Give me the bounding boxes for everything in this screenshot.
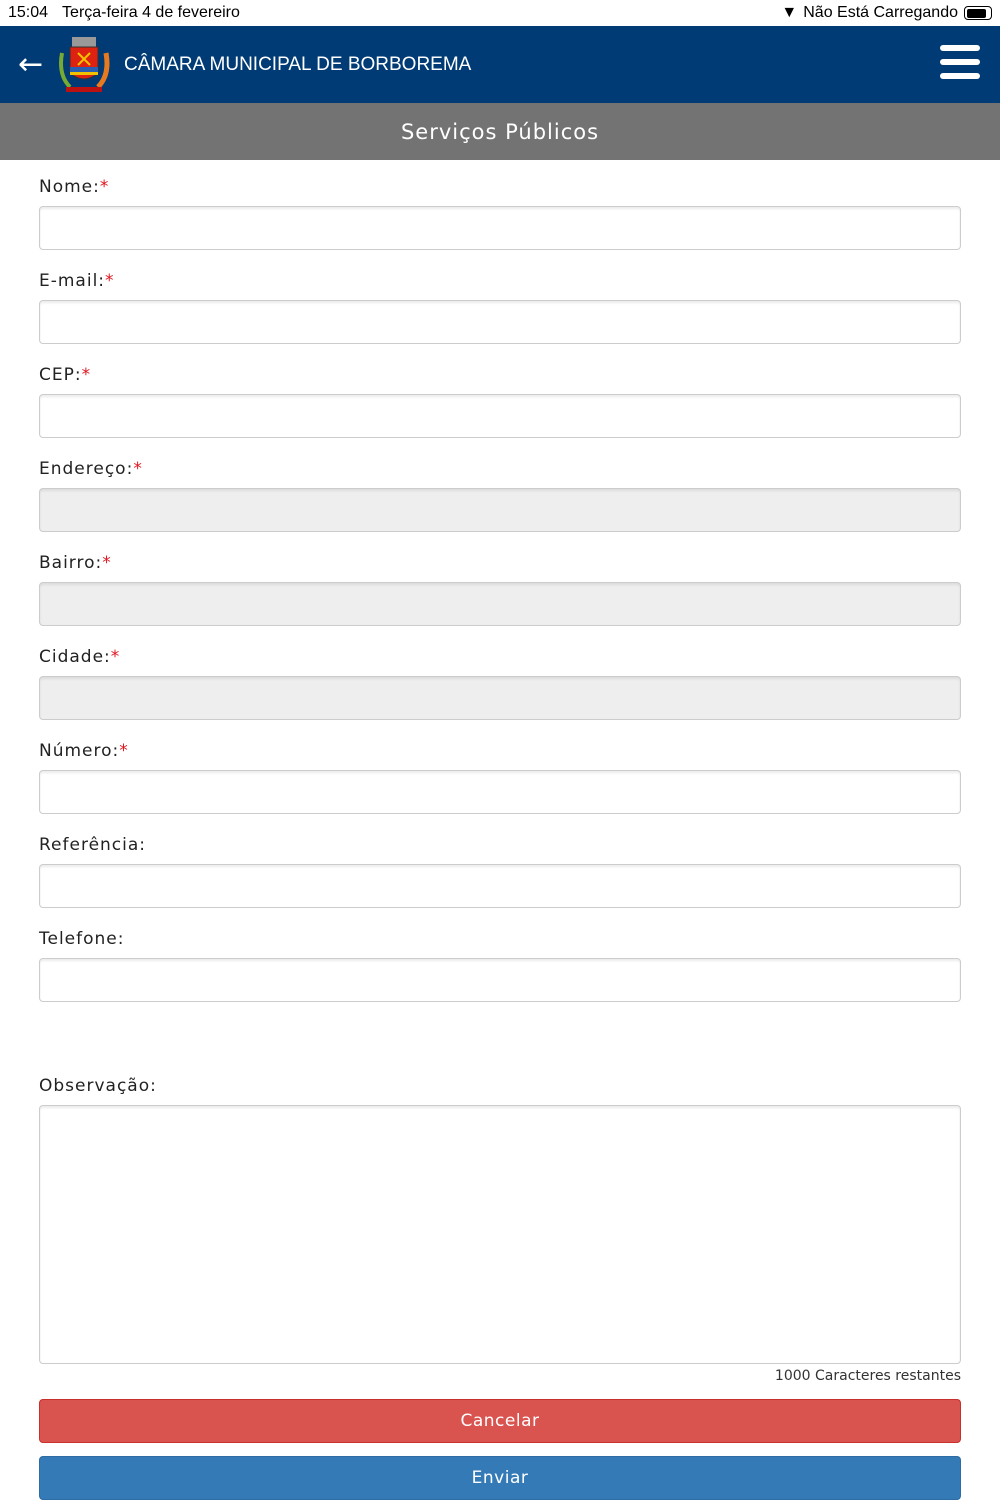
time: 15:04 [8,4,49,21]
email-label: E-mail:* [39,271,115,291]
cep-input[interactable] [39,394,961,438]
name-label: Nome:* [39,177,110,197]
character-counter: 1000 Caracteres restantes [774,1368,961,1384]
observation-label: Observação: [39,1076,157,1096]
name-input[interactable] [39,206,961,250]
reference-input[interactable] [39,864,961,908]
address-input [39,488,961,532]
header-title: CÂMARA MUNICIPAL DE BORBOREMA [124,53,472,75]
reference-label: Referência: [39,835,147,855]
observation-textarea[interactable] [39,1105,961,1364]
charging-status: Não Está Carregando [803,4,958,21]
email-input[interactable] [39,300,961,344]
cancel-button[interactable]: Cancelar [39,1399,961,1443]
send-button[interactable]: Enviar [39,1456,961,1500]
phone-label: Telefone: [39,929,125,949]
date: Terça-feira 4 de fevereiro [62,4,240,21]
service-form [39,160,961,1500]
cep-label: CEP:* [39,365,92,385]
number-input[interactable] [39,770,961,814]
city-input [39,676,961,720]
back-arrow-icon[interactable]: ← [18,47,44,82]
wifi-icon: ▼ [781,4,798,21]
number-label: Número:* [39,741,129,761]
app-header [0,26,1000,103]
city-label: Cidade:* [39,647,121,667]
battery-icon [964,6,992,20]
page-title: Serviços Públicos [0,103,1000,160]
hamburger-menu-icon[interactable] [940,45,980,79]
status-bar [0,0,1000,26]
address-label: Endereço:* [39,459,143,479]
municipal-coat-of-arms-logo [56,35,112,95]
phone-input[interactable] [39,958,961,1002]
neighborhood-label: Bairro:* [39,553,112,573]
neighborhood-input [39,582,961,626]
